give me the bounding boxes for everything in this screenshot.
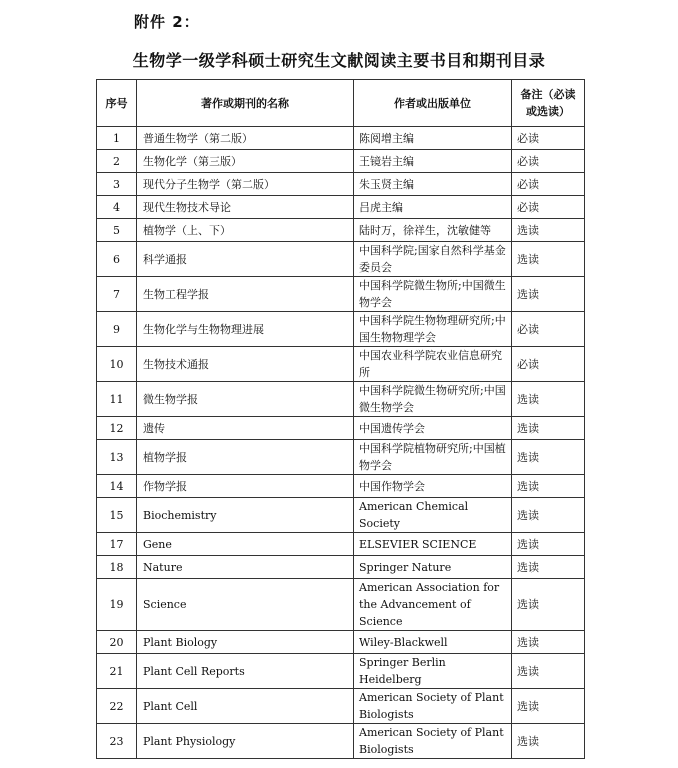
row-number: 22 [97,689,137,724]
table-row [97,440,585,475]
row-number: 6 [97,242,137,277]
row-note: 选读 [512,219,585,242]
attachment-label: 附件 2： [134,13,200,31]
row-author: 中国科学院;国家自然科学基金委员会 [354,242,512,277]
table-row [97,347,585,382]
table-row [97,533,585,556]
table-header-row [97,80,585,127]
row-author: 陈阅增主编 [354,127,512,150]
row-author: 中国科学院微生物所;中国微生物学会 [354,277,512,312]
row-note: 必读 [512,347,585,382]
row-note: 选读 [512,533,585,556]
row-title: 植物学报 [137,440,354,475]
table-row [97,579,585,631]
table-row [97,150,585,173]
table-row [97,498,585,533]
row-number: 14 [97,475,137,498]
row-title: 生物化学与生物物理进展 [137,312,354,347]
row-title: 现代分子生物学（第二版） [137,173,354,196]
row-author: 王镜岩主编 [354,150,512,173]
row-author: American Society of Plant Biologists [354,724,512,759]
row-title: 生物化学（第三版） [137,150,354,173]
table-row [97,196,585,219]
row-note: 选读 [512,242,585,277]
row-author: Wiley-Blackwell [354,631,512,654]
row-title: Plant Cell Reports [137,654,354,689]
row-title: Biochemistry [137,498,354,533]
row-number: 3 [97,173,137,196]
row-number: 9 [97,312,137,347]
table-row [97,631,585,654]
row-note: 选读 [512,689,585,724]
table-row [97,127,585,150]
row-author: Springer Berlin Heidelberg [354,654,512,689]
row-note: 选读 [512,417,585,440]
table-row [97,173,585,196]
row-note: 选读 [512,498,585,533]
table-row [97,312,585,347]
row-title: 植物学（上、下） [137,219,354,242]
row-title: 遗传 [137,417,354,440]
row-note: 选读 [512,382,585,417]
row-note: 选读 [512,724,585,759]
row-number: 15 [97,498,137,533]
row-note: 必读 [512,312,585,347]
row-author: Springer Nature [354,556,512,579]
row-note: 选读 [512,579,585,631]
row-author: American Society of Plant Biologists [354,689,512,724]
row-author: 朱玉贤主编 [354,173,512,196]
row-author: 中国遗传学会 [354,417,512,440]
table-row [97,724,585,759]
row-author: American Association for the Advancement of Science [354,579,512,631]
table-row [97,242,585,277]
row-author: 中国科学院生物物理研究所;中国生物物理学会 [354,312,512,347]
table-row [97,689,585,724]
row-title: Plant Biology [137,631,354,654]
row-number: 18 [97,556,137,579]
row-note: 选读 [512,475,585,498]
row-title: 作物学报 [137,475,354,498]
row-number: 20 [97,631,137,654]
table-row [97,219,585,242]
row-author: 中国科学院微生物研究所;中国微生物学会 [354,382,512,417]
row-number: 4 [97,196,137,219]
row-title: 普通生物学（第二版） [137,127,354,150]
row-number: 11 [97,382,137,417]
row-number: 13 [97,440,137,475]
row-author: 中国科学院植物研究所;中国植物学会 [354,440,512,475]
row-author: American Chemical Society [354,498,512,533]
row-title: 现代生物技术导论 [137,196,354,219]
row-number: 7 [97,277,137,312]
row-number: 19 [97,579,137,631]
reading-list-table [96,79,585,759]
row-author: 中国作物学会 [354,475,512,498]
row-title: 生物工程学报 [137,277,354,312]
row-number: 12 [97,417,137,440]
document-title: 生物学一级学科硕士研究生文献阅读主要书目和期刊目录 [132,51,546,70]
row-number: 21 [97,654,137,689]
row-note: 必读 [512,127,585,150]
row-title: Nature [137,556,354,579]
table-row [97,417,585,440]
table-row [97,654,585,689]
table-row [97,277,585,312]
table-row [97,382,585,417]
row-title: 微生物学报 [137,382,354,417]
row-title: Plant Physiology [137,724,354,759]
row-title: 生物技术通报 [137,347,354,382]
row-number: 17 [97,533,137,556]
header-author: 作者或出版单位 [354,80,512,127]
table-body [97,127,585,759]
row-number: 10 [97,347,137,382]
row-author: 中国农业科学院农业信息研究所 [354,347,512,382]
row-title: 科学通报 [137,242,354,277]
row-note: 选读 [512,556,585,579]
table-row [97,556,585,579]
row-note: 选读 [512,654,585,689]
row-note: 选读 [512,277,585,312]
row-title: Science [137,579,354,631]
row-note: 必读 [512,150,585,173]
row-author: 陆时万，徐祥生，沈敏健等 [354,219,512,242]
row-title: Plant Cell [137,689,354,724]
row-number: 23 [97,724,137,759]
header-number: 序号 [97,80,137,127]
row-note: 选读 [512,440,585,475]
row-note: 必读 [512,173,585,196]
row-note: 选读 [512,631,585,654]
row-author: ELSEVIER SCIENCE [354,533,512,556]
header-title: 著作或期刊的名称 [137,80,354,127]
row-note: 必读 [512,196,585,219]
row-number: 1 [97,127,137,150]
row-author: 吕虎主编 [354,196,512,219]
row-title: Gene [137,533,354,556]
table-row [97,475,585,498]
row-number: 5 [97,219,137,242]
header-note: 备注（必读或选读） [512,80,585,127]
row-number: 2 [97,150,137,173]
